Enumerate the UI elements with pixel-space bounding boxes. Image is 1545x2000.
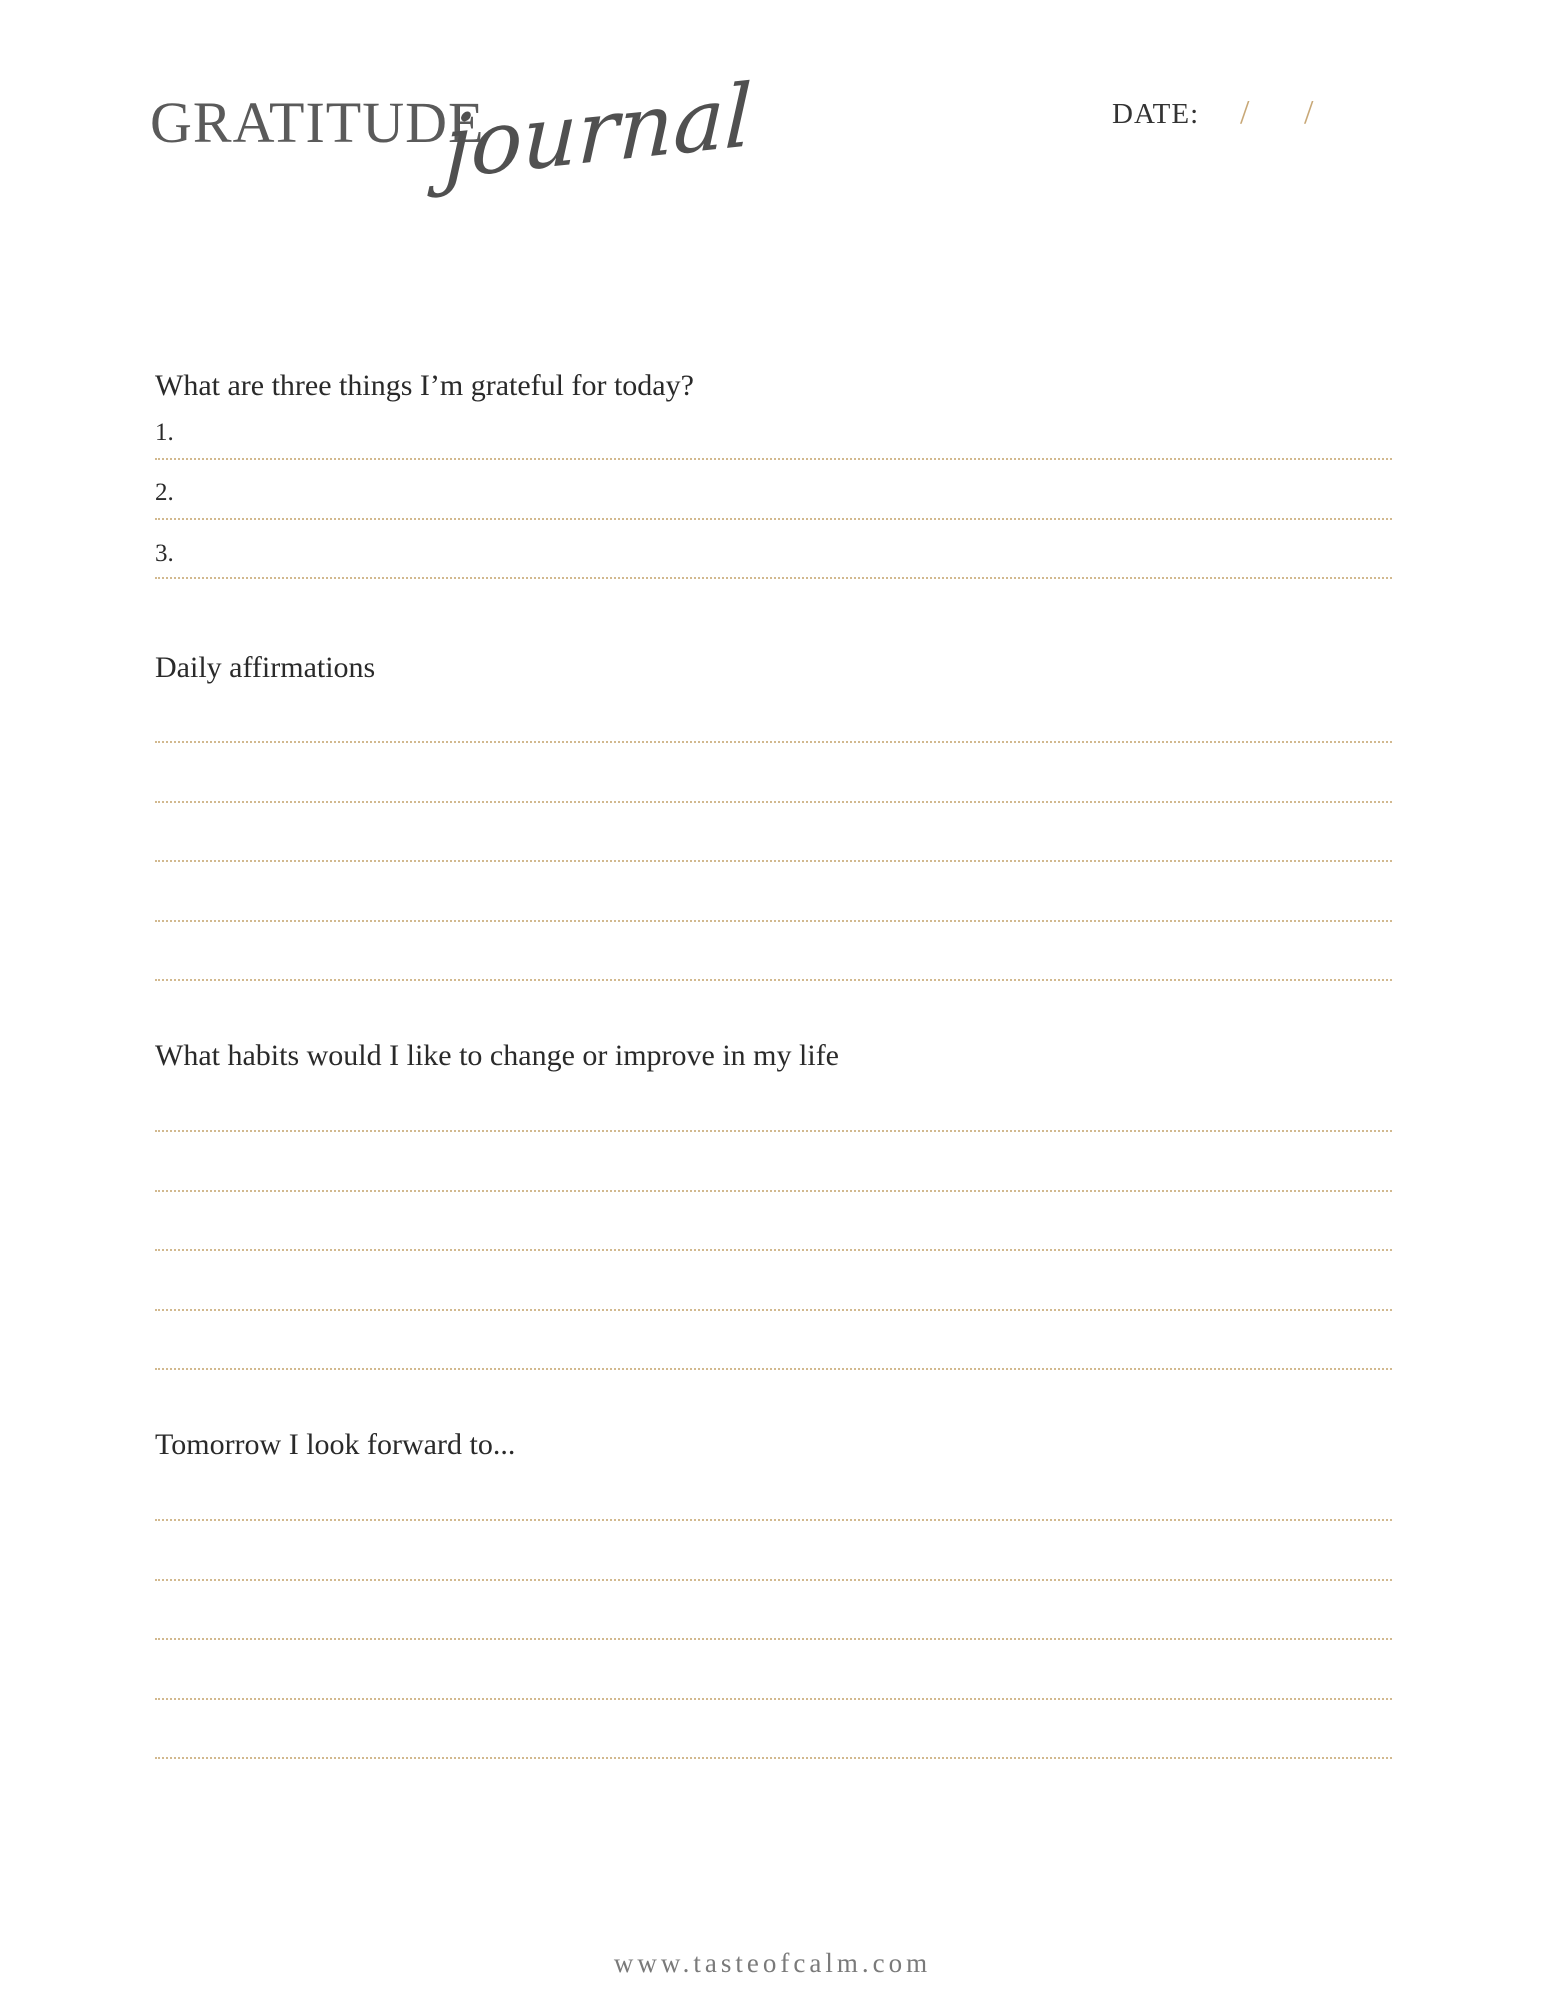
- gratitude-line-3[interactable]: [155, 577, 1392, 579]
- tomorrow-line-4[interactable]: [155, 1698, 1392, 1700]
- gratitude-line-1[interactable]: [155, 458, 1392, 460]
- tomorrow-line-2[interactable]: [155, 1579, 1392, 1581]
- gratitude-item-number-1: 1.: [155, 419, 174, 446]
- habits-line-4[interactable]: [155, 1309, 1392, 1311]
- affirmations-line-1[interactable]: [155, 741, 1392, 743]
- habits-line-1[interactable]: [155, 1130, 1392, 1132]
- affirmations-line-5[interactable]: [155, 979, 1392, 981]
- habits-line-3[interactable]: [155, 1249, 1392, 1251]
- gratitude-item-number-2: 2.: [155, 479, 174, 506]
- journal-title: GRATITUDE: [150, 90, 485, 155]
- habits-line-5[interactable]: [155, 1368, 1392, 1370]
- tomorrow-prompt: Tomorrow I look forward to...: [155, 1428, 516, 1461]
- gratitude-prompt: What are three things I’m grateful for today?: [155, 369, 694, 402]
- affirmations-line-2[interactable]: [155, 801, 1392, 803]
- date-separator-2: /: [1304, 94, 1314, 131]
- date-separator-1: /: [1240, 94, 1250, 131]
- affirmations-line-3[interactable]: [155, 860, 1392, 862]
- habits-prompt: What habits would I like to change or improve in my life: [155, 1039, 839, 1072]
- affirmations-line-4[interactable]: [155, 920, 1392, 922]
- gratitude-line-2[interactable]: [155, 518, 1392, 520]
- tomorrow-line-1[interactable]: [155, 1519, 1392, 1521]
- affirmations-prompt: Daily affirmations: [155, 651, 376, 684]
- gratitude-item-number-3: 3.: [155, 540, 174, 567]
- date-label: DATE:: [1112, 98, 1200, 130]
- tomorrow-line-3[interactable]: [155, 1638, 1392, 1640]
- habits-line-2[interactable]: [155, 1190, 1392, 1192]
- footer-website: www.tasteofcalm.com: [613, 1948, 932, 1978]
- tomorrow-line-5[interactable]: [155, 1757, 1392, 1759]
- journal-title-script: journal: [442, 65, 754, 199]
